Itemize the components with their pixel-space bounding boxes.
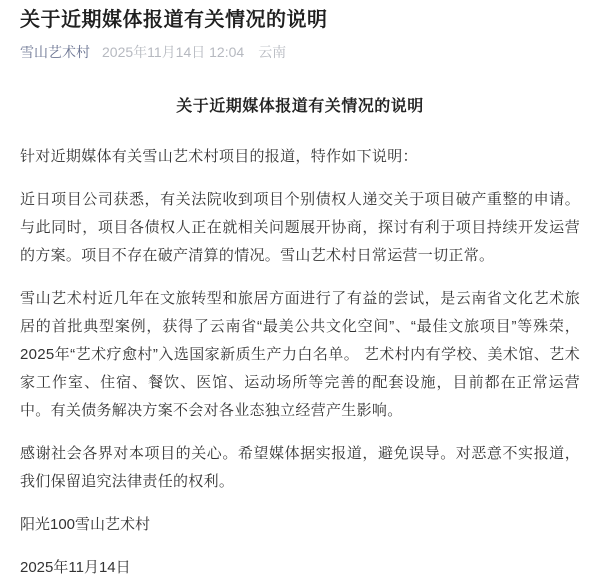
- byline: [20, 43, 580, 61]
- signature: 阳光100雪山艺术村: [20, 516, 151, 533]
- statement-date: 2025年11月14日: [20, 559, 131, 576]
- publish-datetime: 2025年11月14日 12:04: [102, 44, 245, 60]
- publish-location: 云南: [258, 44, 287, 60]
- paragraph-achievements: 雪山艺术村近几年在文旅转型和旅居方面进行了有益的尝试，是云南省文化艺术旅居的首批典型案例，获得了云南省“最美公共文化空间”、“最佳文旅项目”等殊荣，2025年“艺术疗愈村”入选国家新质生产力白名单。 艺术村内有学校、美术馆、艺术家工作室、住宿、餐饮、医馆、运动场所等完善的配套设施，目前都在正常运营中。有关债务解决方案不会对各业态独立经营产生影响。: [20, 290, 580, 419]
- author-link[interactable]: 雪山艺术村: [20, 44, 90, 60]
- article-content: [20, 97, 580, 582]
- paragraph-intro: 针对近期媒体有关雪山艺术村项目的报道，特作如下说明：: [20, 148, 418, 165]
- page-title: 关于近期媒体报道有关情况的说明: [20, 9, 328, 31]
- paragraph-bankruptcy-status: 近日项目公司获悉，有关法院收到项目个别债权人递交关于项目破产重整的申请。与此同时，项目各债权人正在就相关问题展开协商，探讨有利于项目持续开发运营的方案。项目不存在破产清算的情况。雪山艺术村日常运营一切正常。: [20, 191, 580, 264]
- statement-heading: 关于近期媒体报道有关情况的说明: [176, 98, 424, 115]
- paragraph-thanks: 感谢社会各界对本项目的关心。希望媒体据实报道，避免误导。对恶意不实报道，我们保留追究法律责任的权利。: [20, 445, 580, 490]
